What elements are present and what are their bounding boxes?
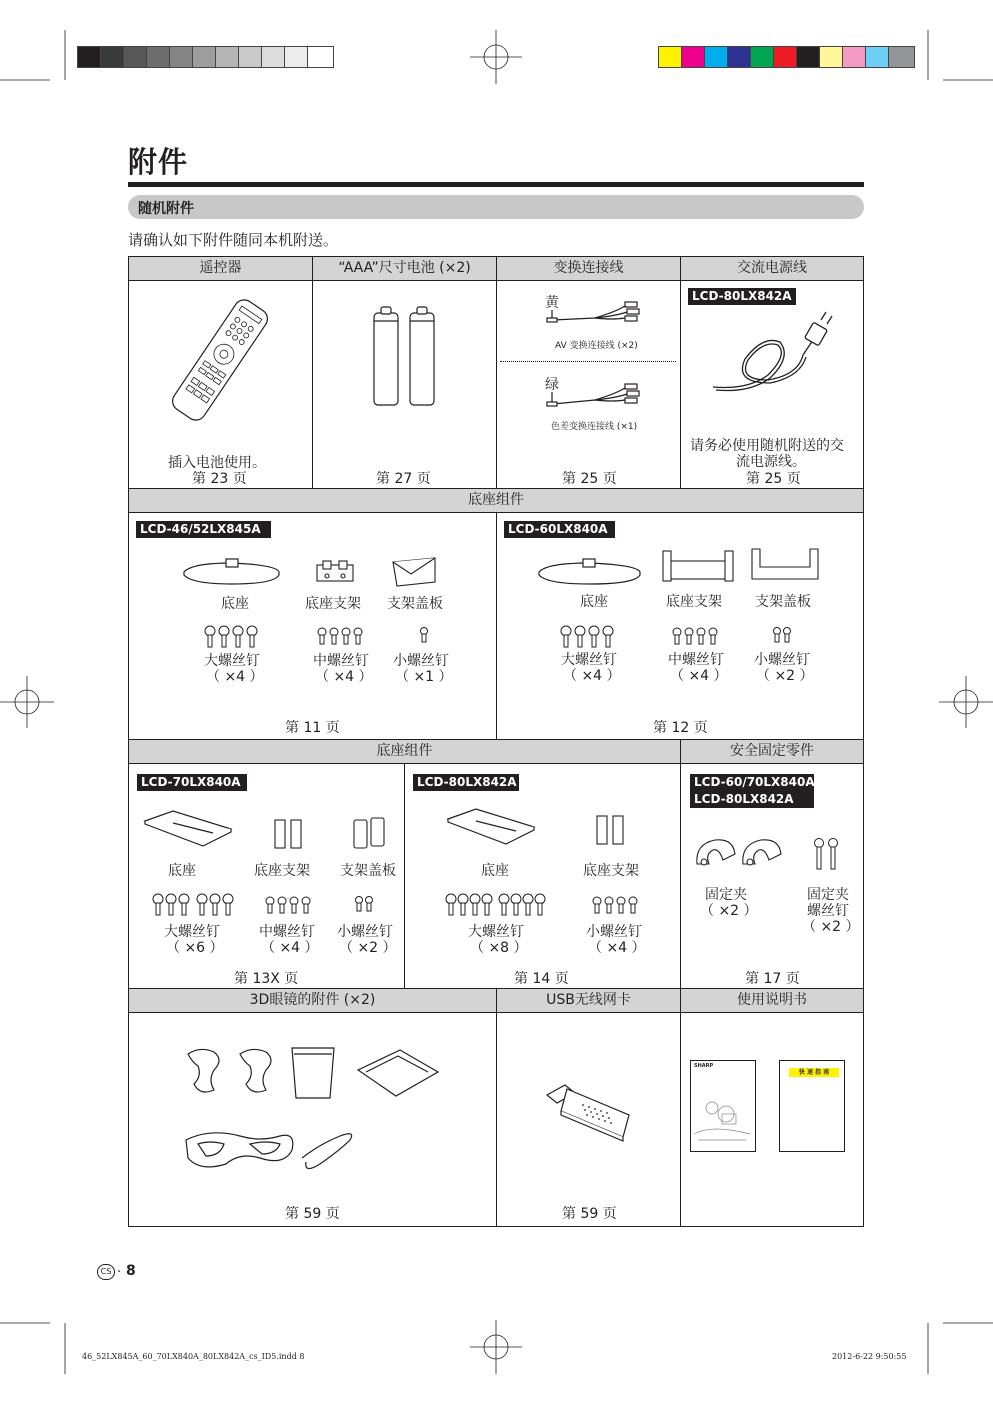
footer-file: 46_52LX845A_60_70LX840A_80LX842A_cs_ID5.indd 8 [82,1352,305,1361]
color-bar-cmyk [658,46,682,68]
header-battery: “AAA”尺寸电池 (×2) [313,257,496,281]
power-note-1: 请务必使用随机附送的交 [690,438,844,454]
component-cable-icon [545,372,645,412]
3d-glasses-accessories-icon [180,1040,440,1180]
footer-date: 2012-6-22 9:50:55 [832,1352,907,1361]
cable-divider [500,361,676,362]
safety-screw-1: 固定夹 [807,887,849,903]
manual-brand: SHARP [694,1063,714,1069]
remote-control-icon [160,295,280,425]
av-cable-label: AV 变换连接线 (×2) [555,341,638,351]
stand-b-model-tag: LCD-80LX842A [413,774,519,791]
remote-note: 插入电池使用。 [168,455,266,471]
stand-bracket-icon [661,549,735,585]
power-note-2: 流电源线。 [736,454,806,470]
cable-green-label: 绿 [545,377,559,393]
usb-adapter-icon [543,1075,633,1145]
stand-a-small: 小螺丝钉 [337,924,393,940]
section-bar [128,195,864,219]
stand-a-large-qty: （ ×6 ） [166,940,224,956]
stand-right-small-qty: （ ×2 ） [756,668,814,684]
stand-left-model-tag: LCD-46/52LX845A [136,521,271,538]
lang-badge: CS [97,1264,115,1280]
screw-medium-icon [591,896,641,916]
stand-base-icon [537,557,643,587]
stand-left-page: 第 11 页 [285,720,340,736]
stand-a-medium: 中螺丝钉 [259,924,315,940]
header-cable: 变换连接线 [497,257,680,281]
page-title: 附件 [128,145,189,179]
screw-large-icon [151,893,237,917]
header-power: 交流电源线 [681,257,863,281]
stand-a-large: 大螺丝钉 [164,924,220,940]
stand-cover-icon [352,816,388,852]
stand-a-medium-qty: （ ×4 ） [261,940,319,956]
page-number: 8 [126,1263,136,1279]
stand-a-cover: 支架盖板 [340,863,396,879]
stand-cover-icon [391,556,439,588]
stand-bracket-icon [272,818,306,852]
power-cord-icon [708,315,838,395]
stand-a-bracket: 底座支架 [254,863,310,879]
screw-large-icon [444,893,550,917]
safety-screw-2: 螺丝钉 [807,903,849,919]
cable-yellow-label: 黄 [545,295,559,311]
quick-guide-label: 快 速 指 南 [789,1068,839,1077]
header-usb: USB无线网卡 [497,989,680,1013]
stand-b-large: 大螺丝钉 [468,924,524,940]
battery-icon [370,305,450,405]
safety-clip-qty: （ ×2 ） [700,903,758,919]
stand-b-large-qty: （ ×8 ） [470,940,528,956]
color-bar-gray [77,46,101,68]
stand-cover-icon [750,547,820,583]
clip-screw-icon [812,838,842,872]
safety-page: 第 17 页 [745,971,800,987]
cable-page: 第 25 页 [562,471,617,487]
remote-page: 第 23 页 [192,471,247,487]
stand-right-model-tag: LCD-60LX840A [504,521,615,538]
stand-left-large: 大螺丝钉 [204,653,260,669]
power-page: 第 25 页 [746,471,801,487]
stand-right-base: 底座 [580,594,608,610]
power-model-tag: LCD-80LX842A [688,288,796,305]
safety-model-tag-1: LCD-60/70LX840A [690,774,814,791]
screw-small-icon [418,627,430,645]
safety-model-tag-2: LCD-80LX842A [690,791,814,808]
usb-page: 第 59 页 [562,1206,617,1222]
stand-base-icon [182,557,282,587]
stand-right-page: 第 12 页 [653,720,708,736]
stand-right-medium: 中螺丝钉 [668,652,724,668]
header-safety: 安全固定零件 [681,740,863,764]
av-cable-icon [545,290,645,330]
screw-medium-icon [671,627,721,647]
page-number-dot: · [117,1265,122,1280]
screw-small-icon [772,627,794,645]
stand-b-base: 底座 [481,863,509,879]
stand-left-small-qty: （ ×1 ） [395,669,453,685]
stand-a-small-qty: （ ×2 ） [339,940,397,956]
stand-right-small: 小螺丝钉 [754,652,810,668]
stand-left-small: 小螺丝钉 [393,653,449,669]
stand-left-cover: 支架盖板 [387,596,443,612]
header-3d-glasses: 3D眼镜的附件 (×2) [129,989,496,1013]
screw-small-icon [354,896,376,914]
header-manual: 使用说明书 [681,989,863,1013]
stand-bracket-icon [594,814,628,848]
stand-right-bracket: 底座支架 [666,594,722,610]
stand-left-bracket: 底座支架 [305,596,361,612]
stand-b-small-qty: （ ×4 ） [588,940,646,956]
stand-b-small: 小螺丝钉 [586,924,642,940]
screw-medium-icon [264,896,314,916]
stand-left-medium-qty: （ ×4 ） [315,669,373,685]
safety-clip: 固定夹 [705,887,747,903]
stand-a-model-tag: LCD-70LX840A [137,774,247,791]
screw-medium-icon [316,627,366,647]
screw-large-icon [559,625,619,649]
stand-b-bracket: 底座支架 [583,863,639,879]
stand-base-icon [143,809,233,849]
stand-left-large-qty: （ ×4 ） [206,669,264,685]
header-stand-2: 底座组件 [129,740,680,764]
component-cable-label: 色差变换连接线 (×1) [551,422,638,432]
stand-left-base: 底座 [221,596,249,612]
stand-b-page: 第 14 页 [514,971,569,987]
header-remote: 遥控器 [129,257,312,281]
stand-right-medium-qty: （ ×4 ） [670,668,728,684]
manual-illustration [692,1094,752,1144]
title-rule [128,182,864,187]
battery-page: 第 27 页 [376,471,431,487]
stand-bracket-icon [313,561,357,587]
stand-a-base: 底座 [168,863,196,879]
section-title: 随机附件 [138,201,194,217]
clip-icon [693,834,789,874]
stand-base-icon [446,807,536,847]
intro-text: 请确认如下附件随同本机附送。 [128,231,339,249]
screw-large-icon [203,625,263,649]
stand-left-medium: 中螺丝钉 [313,653,369,669]
stand-right-large: 大螺丝钉 [561,652,617,668]
stand-right-cover: 支架盖板 [755,594,811,610]
header-stand: 底座组件 [129,489,863,513]
glasses-page: 第 59 页 [285,1206,340,1222]
stand-a-page: 第 13X 页 [234,971,299,987]
stand-right-large-qty: （ ×4 ） [563,668,621,684]
safety-screw-qty: （ ×2 ） [802,919,860,935]
